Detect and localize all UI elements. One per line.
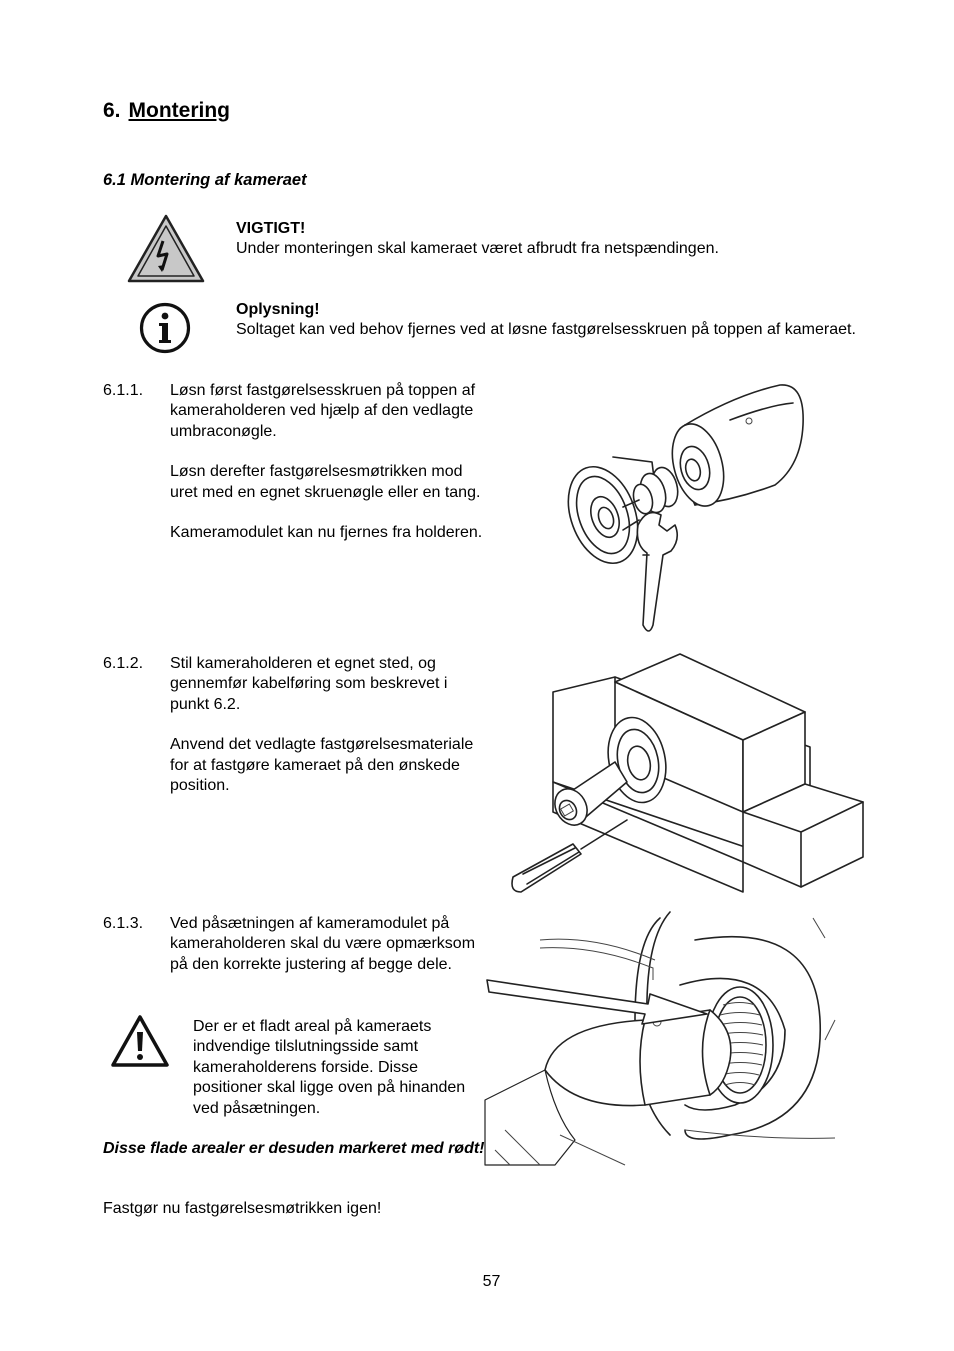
warning-notice: [236, 219, 856, 260]
step-number: 6.1.1.: [103, 382, 144, 399]
step-paragraph: Løsn derefter fastgørelsesmøtrikken mod uret med en egnet skruenøgle eller en tang.: [170, 463, 481, 501]
page-number: 57: [482, 1273, 501, 1290]
caution-text: Der er et fladt areal på kameraets indvendige tilslutningsside samt kameraholderens forside. Disse positioner skal ligge oven på hinanden ved påsætningen.: [193, 1018, 466, 1117]
red-marking-note: Disse flade arealer er desuden markeret med rødt!: [103, 1140, 485, 1157]
warning-text: Under monteringen skal kameraet været afbrudt fra netspændingen.: [236, 240, 719, 258]
high-voltage-warning-icon: [127, 214, 205, 284]
section-title: Montering: [128, 99, 230, 122]
step-number: 6.1.2.: [103, 655, 144, 672]
step-paragraph: Løsn først fastgørelsesskruen på toppen af kameraholderen ved hjælp af den vedlagte umbraconøgle.: [170, 382, 476, 440]
step-number: 6.1.3.: [103, 915, 144, 932]
subsection-heading: 6.1 Montering af kameraet: [103, 171, 307, 189]
info-text: Soltaget kan ved behov fjernes ved at løsne fastgørelsesskruen på toppen af kameraet.: [236, 321, 856, 339]
info-notice: [236, 300, 856, 341]
wall-mount-illustration: [505, 652, 867, 897]
final-instruction: Fastgør nu fastgørelsesmøtrikken igen!: [103, 1200, 382, 1217]
step-paragraph: Stil kameraholderen et egnet sted, og gennemfør kabelføring som beskrevet i punkt 6.2.: [170, 655, 448, 713]
info-title: Oplysning!: [236, 301, 320, 318]
camera-disassembly-illustration: [535, 375, 815, 640]
step-paragraph: Kameramodulet kan nu fjernes fra holderen.: [170, 524, 483, 542]
section-number: 6.: [103, 99, 121, 122]
info-icon: [139, 302, 191, 354]
alignment-detail-illustration: [485, 910, 840, 1170]
step-paragraph: Anvend det vedlagte fastgørelsesmateriale for at fastgøre kameraet på den ønskede position.: [170, 736, 474, 795]
section-heading: [103, 99, 230, 123]
exclamation-warning-icon: [111, 1015, 169, 1067]
step-text: [170, 381, 488, 543]
step-text: [170, 654, 488, 796]
step-text: Ved påsætningen af kameramodulet på kameraholderen skal du være opmærksom på den korrekte justering af begge dele.: [170, 915, 476, 973]
warning-title: VIGTIGT!: [236, 220, 306, 237]
